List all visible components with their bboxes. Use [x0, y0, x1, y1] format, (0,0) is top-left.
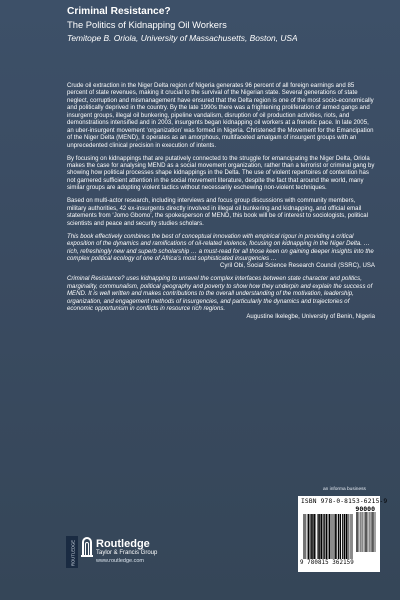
barcode-bar: [313, 514, 315, 559]
barcode-bar: [305, 514, 306, 559]
barcode-bar: [317, 514, 318, 559]
barcode-bar: [365, 512, 366, 552]
barcode-bar: [320, 514, 322, 559]
endorsement-quote-2: Criminal Resistance? uses kidnapping to unravel the complex interfaces between state character and politics, marginality, communalism, political geography and poverty to show how they underpin and explain the success of MEND. It is well written and makes contributions to the overall understanding of the motivation, leadership, organization, and engagement methods of insurgencies, and particularly the dynamics and trajectories of economic opportunism in conflicts in resource rich regions.: [67, 276, 373, 313]
barcode-bar: [352, 514, 353, 559]
barcode-bar: [370, 512, 371, 552]
publisher-block: [66, 536, 196, 568]
barcode-bar: [375, 512, 376, 552]
barcode-panel: [298, 496, 388, 572]
barcode-bar: [373, 512, 374, 552]
barcode-bar: [362, 512, 363, 552]
barcode-bar: [334, 514, 335, 559]
barcode-bar: [346, 514, 348, 559]
barcode-bar: [371, 512, 372, 552]
cover-header: [67, 6, 387, 44]
barcode-bar: [351, 514, 352, 559]
endorsement-attribution-2: Augustine Ikelegbe, University of Benin, Nigeria: [246, 313, 375, 320]
price-addon-text: 90000: [355, 505, 375, 513]
publisher-name: Routledge: [96, 538, 150, 550]
barcode-bar: [332, 514, 333, 559]
barcode-bar: [329, 514, 331, 559]
barcode-bar: [348, 514, 349, 559]
routledge-logo-icon: [80, 536, 94, 558]
publisher-side-strip: [66, 536, 78, 568]
barcode-bar: [368, 512, 369, 552]
publisher-group: Taylor & Francis Group: [96, 550, 158, 556]
barcode-bar: [323, 514, 324, 559]
barcode-bar: [340, 514, 341, 559]
barcode-bar: [342, 514, 343, 559]
barcode-bar: [304, 514, 305, 559]
barcode-bar: [318, 514, 320, 559]
book-title: Criminal Resistance?: [67, 6, 171, 17]
isbn-text: ISBN 978-0-8153-6215-9: [301, 498, 388, 505]
blurb: [67, 83, 375, 327]
barcode-bar: [361, 512, 362, 552]
barcode-bar: [366, 512, 367, 552]
informa-tagline: an informa business: [323, 487, 366, 492]
barcode-bar: [372, 512, 373, 552]
barcode-bar: [344, 514, 346, 559]
addon-barcode: [356, 512, 376, 558]
barcode-bar: [311, 514, 313, 559]
barcode-bar: [338, 514, 340, 559]
barcode-bar: [326, 514, 328, 559]
barcode-bar: [359, 512, 360, 552]
endorsement-attribution-1: Cyril Obi, Social Science Research Council (SSRC), USA: [220, 263, 375, 270]
blurb-paragraph-1: Crude oil extraction in the Niger Delta region of Nigeria generates 96 percent of all foreign earnings and 85 percent of state revenues, making it crucial to the survival of the Nigerian state. Several generations of state neglect, corruption and mismanagement have ensured that the Delta region is one of the most socio-economically and politically deprived in the country. By the late 1990s there was a frightening proliferation of armed gangs and insurgent groups, illegal oil bunkering, pipeline vandalism, disruption of oil production activities, riots, and demonstrations intensified and in 2003, insurgents began kidnapping oil workers at a frenetic pace. In late 2005, an uber-insurgent movement ‘organization’ was formed in Nigeria. Christened the Movement for the Emancipation of the Niger Delta (MEND), it operates as an amorphous, multifaceted amalgam of insurgent groups with an unprecedented clinical precision in execution of intents.: [67, 83, 374, 149]
barcode-bar: [307, 514, 308, 559]
side-strip-text: [66, 536, 78, 568]
svg-text:ROUTLEDGE: ROUTLEDGE: [70, 539, 76, 566]
barcode-bar: [350, 514, 351, 559]
book-subtitle: The Politics of Kidnapping Oil Workers: [67, 19, 227, 30]
ean-digits: 9 780815 362159: [300, 560, 354, 566]
ean-barcode: [303, 514, 353, 560]
barcode-bar: [364, 512, 365, 552]
barcode-bar: [308, 514, 309, 559]
publisher-website: www.routledge.com: [96, 558, 144, 564]
barcode-bar: [310, 514, 311, 559]
barcode-bar: [333, 514, 334, 559]
blurb-paragraph-2: By focusing on kidnappings that are putatively connected to the struggle for emancipating the Niger Delta, Oriola makes the case for analysing MEND as a social movement organization, rather than a terrorist or criminal gang by showing how political processes shape kidnappings in the Delta. The use of violent repertoires of contention has not garnered sufficient attention in the social movement literature, despite the fact that around the world, many similar groups are adopting violent tactics without necessarily eschewing non-violent techniques.: [67, 155, 375, 192]
barcode-bar: [356, 512, 357, 552]
barcode-bar: [324, 514, 325, 559]
barcode-bar: [335, 514, 337, 559]
barcode-bar: [303, 514, 304, 559]
endorsement-quote-1: This book effectively combines the best of conceptual innovation with empirical rigour in providing a critical exposition of the dynamics and ramifications of oil-related violence, focusing on kidnapping in the Niger Delta. … rich, refreshingly new and superb scholarship … a must-read for all those keen on gaining deeper insights into the complex political ecology of one of Africa’s most sophisticated insurgencies …: [67, 233, 374, 263]
barcode-bar: [357, 512, 358, 552]
blurb-paragraph-3: Based on multi-actor research, including interviews and focus group discussions with community members, military authorities, 42 ex-insurgents directly involved in illegal oil bunkering and kidnapping, and official email statements from ‘Jomo Gbomo’, the spokesperson of MEND, this book will be of interest to sociologists, political scientists and peace and security studies scholars.: [67, 198, 369, 227]
barcode-bar: [331, 514, 332, 559]
barcode-bar: [316, 514, 317, 559]
book-author: Temitope B. Oriola, University of Massachusetts, Boston, USA: [67, 33, 298, 43]
